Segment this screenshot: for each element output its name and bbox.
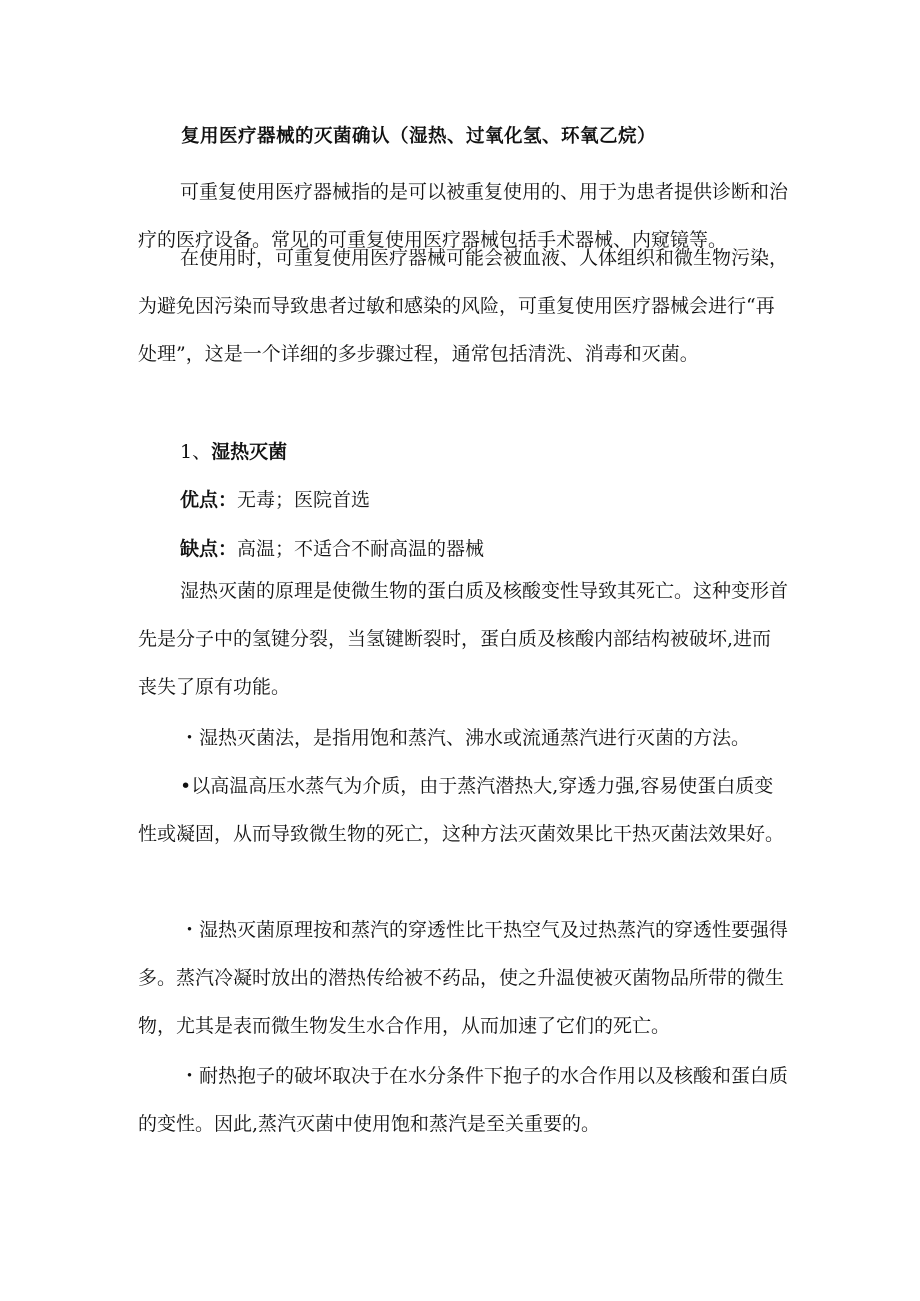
- section-heading-text: 湿热灭菌: [211, 441, 288, 463]
- intro-paragraph-1: 可重复使用医疗器械指的是可以被重复使用的、用于为患者提供诊断和治疗的医疗设备。常见的可重复使用医疗器械包括手术器械、内窥镜等。: [138, 181, 789, 251]
- cons-label: 缺点：: [180, 538, 238, 560]
- bullet-paragraph-4: ・耐热抱子的破坏取决于在水分条件下抱子的水合作用以及核酸和蛋白质的变性。因此,蒸汽灭菌中使用饱和蒸汽是至关重要的。: [138, 1065, 789, 1135]
- principle-paragraph: 湿热灭菌的原理是使微生物的蛋白质及核酸变性导致其死亡。这种变形首先是分子中的氢键分裂，当氢键断裂时，蛋白质及核酸内部结构被破坏,进而丧失了原有功能。: [138, 580, 789, 698]
- cons-line: [180, 534, 484, 561]
- document-title: 复用医疗器械的灭菌确认（湿热、过氧化氢、环氧乙烷）: [181, 126, 657, 147]
- pros-line: [180, 485, 370, 512]
- pros-label: 优点：: [180, 489, 238, 511]
- section-heading: [180, 437, 287, 464]
- bullet-paragraph-2: •以高温高压水蒸气为介质，由于蒸汽潜热大,穿透力强,容易使蛋白质变性或凝固，从而导致微生物的死亡，这种方法灭菌效果比干热灭菌法效果好。: [138, 775, 785, 845]
- section-number: 1、: [180, 441, 212, 463]
- cons-text: 高温；不适合不耐高温的器械: [237, 538, 485, 560]
- bullet-paragraph-3: ・湿热灭菌原理按和蒸汽的穿透性比干热空气及过热蒸汽的穿透性要强得多。蒸汽冷凝时放出的潜热传给被不药品，使之升温使被灭菌物品所带的微生物，尤其是表而微生物发生水合作用，从而加速了它们的死亡。: [138, 919, 789, 1037]
- bullet-paragraph-1: ・湿热灭菌法，是指用饱和蒸汽、沸水或流通蒸汽进行灭菌的方法。: [180, 727, 751, 749]
- intro-paragraph-2: 在使用时，可重复使用医疗器械可能会被血液、人体组织和微生物污染，为避免因污染而导致患者过敏和感染的风险，可重复使用医疗器械会进行“再处理”，这是一个详细的多步骤过程，通常包括清洗、消毒和灭菌。: [138, 247, 789, 365]
- pros-text: 无毒；医院首选: [237, 489, 371, 511]
